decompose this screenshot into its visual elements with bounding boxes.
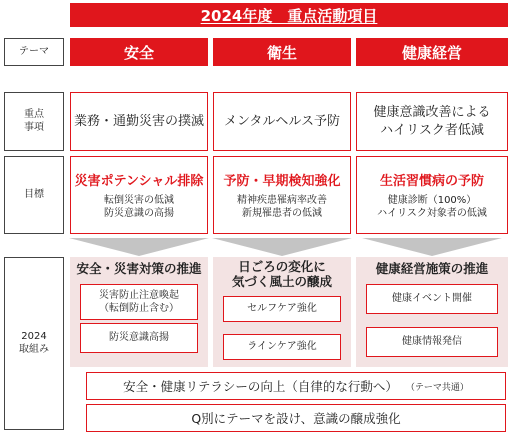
focus-health-text: 健康意識改善による ハイリスク者低減: [373, 104, 491, 138]
initiative-safety-item-2: 防災意識高揚: [80, 323, 198, 353]
goal-safety: [70, 156, 208, 234]
common-note: （テーマ共通）: [405, 382, 469, 393]
initiative-safety-item-1: 災害防止注意喚起 （転倒防止含む）: [80, 284, 198, 320]
quarterly-theme-text: Q別にテーマを設け、意識の醸成強化: [191, 411, 401, 426]
focus-safety-text: 業務・通勤災害の撲滅: [73, 113, 204, 129]
common-literacy-bar: [86, 372, 506, 400]
theme-hygiene: 衛生: [213, 38, 351, 66]
initiative-hygiene-title: 日ごろの変化に 気づく風土の醸成: [231, 259, 332, 289]
goal-safety-title: 災害ポテンシャル排除: [74, 174, 204, 189]
goal-hygiene-title: 予防・早期検知強化: [223, 174, 341, 189]
initiative-hygiene-item-1: セルフケア強化: [223, 296, 341, 322]
initiative-safety-title: 安全・災害対策の推進: [76, 261, 202, 276]
quarterly-theme-bar: [86, 404, 506, 432]
goal-safety-sub: 転倒災害の低減 防災意識の高揚: [104, 195, 174, 219]
goal-hygiene-sub: 精神疾患罹病率改善 新規罹患者の低減: [237, 195, 327, 219]
theme-safety: 安全: [70, 38, 208, 66]
initiative-health-item-2: 健康情報発信: [366, 327, 498, 357]
focus-safety: [70, 92, 208, 151]
initiative-hygiene-item-2: ラインケア強化: [223, 334, 341, 360]
focus-health: [356, 92, 508, 151]
row-label-focus: 重点 事項: [4, 92, 64, 151]
common-literacy-text: 安全・健康リテラシーの向上（自律的な行動へ）: [123, 379, 398, 394]
row-label-theme: テーマ: [4, 38, 64, 66]
arrow-down-icon: [212, 238, 352, 256]
focus-hygiene: [213, 92, 351, 151]
theme-health-management: 健康経営: [356, 38, 508, 66]
goal-hygiene: [213, 156, 351, 234]
goal-health: [356, 156, 508, 234]
page-title: 2024年度 重点活動項目: [70, 3, 508, 27]
goal-health-sub: 健康診断（100%） ハイリスク対象者の低減: [377, 195, 487, 219]
initiative-health-title: 健康経営施策の推進: [375, 261, 489, 276]
row-label-goal: 目標: [4, 156, 64, 234]
goal-health-title: 生活習慣病の予防: [379, 174, 484, 189]
arrow-down-icon: [362, 238, 502, 256]
focus-hygiene-text: メンタルヘルス予防: [223, 113, 341, 129]
arrow-down-icon: [69, 238, 209, 256]
row-label-initiatives: 2024 取組み: [4, 257, 64, 430]
initiative-health-item-1: 健康イベント開催: [366, 284, 498, 314]
